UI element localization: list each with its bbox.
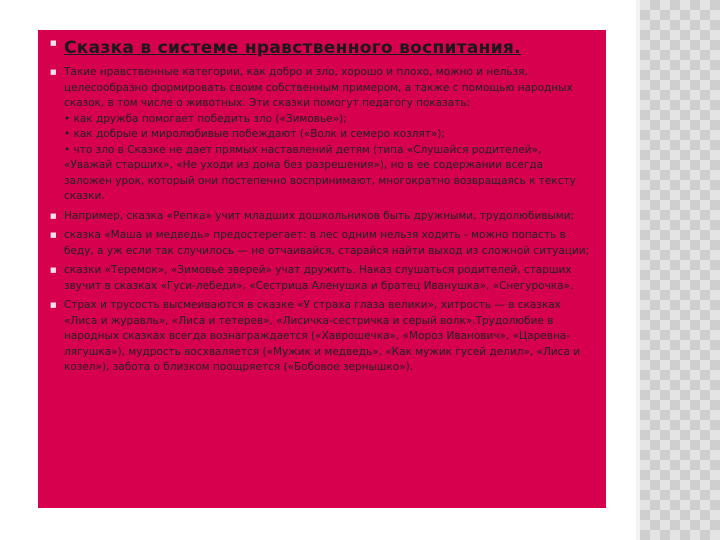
decorative-pattern-strip bbox=[640, 0, 720, 540]
bullet-paragraph-3 bbox=[50, 228, 592, 259]
slide-title: Сказка в системе нравственного воспитания. bbox=[64, 38, 521, 58]
paragraph-text: Такие нравственные категории, как добро и зло, хорошо и плохо, можно и нельзя, целесообразно формировать своим собственным примером, а также с помощью народных сказок, в том числе о животных. Эти сказки помогут педагогу показать: • как дружба помогает победить зло («Зимовье»); • как добрые и миролюбивые побеждают («Волк и семеро козлят»); • что зло в Сказке не дает прямых наставлений детям (типа «Слушайся родителей», «Уважай старших», «Не уходи из дома без разрешения»), но в ее содержании всегда заложен урок, который они постепенно воспринимают, многократно возвращаясь к тексту сказки. bbox=[64, 66, 576, 202]
paragraph-text: Например, сказка «Репка» учит младших дошкольников быть дружными, трудолюбивыми; bbox=[64, 209, 575, 222]
bullet-paragraph-2 bbox=[50, 209, 592, 225]
bullet-paragraph-1 bbox=[50, 65, 592, 205]
bullet-icon: ■ bbox=[50, 68, 57, 76]
bullet-icon: ■ bbox=[50, 231, 57, 239]
bullet-paragraph-5 bbox=[50, 298, 592, 376]
content-box bbox=[38, 30, 606, 508]
paragraph-text: Страх и трусость высмеиваются в сказке «У страха глаза велики», хитрость — в сказках «Лиса и журавль», «Лиса и тетерев», «Лисичка-сестричка и серый волк».Трудолюбие в народных сказках всегда вознаграждается («Хаврошечка», «Мороз Иванович», «Царевна-лягушка»), мудрость восхваляется («Мужик и медведь», «Как мужик гусей делил», «Лиса и козел»), забота о близком поощряется («Бобовое зернышко»). bbox=[64, 299, 581, 373]
paragraph-text: сказка «Маша и медведь» предостерегает: в лес одним нельзя ходить - можно попасть в беду, а уж если так случилось — не отчаивайся, старайся найти выход из сложной ситуации; bbox=[64, 229, 590, 257]
bullet-icon: ■ bbox=[50, 301, 57, 309]
bullet-paragraph-4 bbox=[50, 263, 592, 294]
title-item bbox=[50, 36, 592, 61]
bullet-icon: ■ bbox=[50, 266, 57, 274]
paragraph-text: сказки «Теремок», «Зимовье зверей» учат дружить. Наказ слушаться родителей, старших звучит в сказках «Гуси-лебеди», «Сестрица Аленушка и братец Иванушка», «Снегурочка». bbox=[64, 264, 574, 292]
bullet-icon: ■ bbox=[50, 211, 57, 220]
bullet-icon: ■ bbox=[50, 39, 57, 47]
